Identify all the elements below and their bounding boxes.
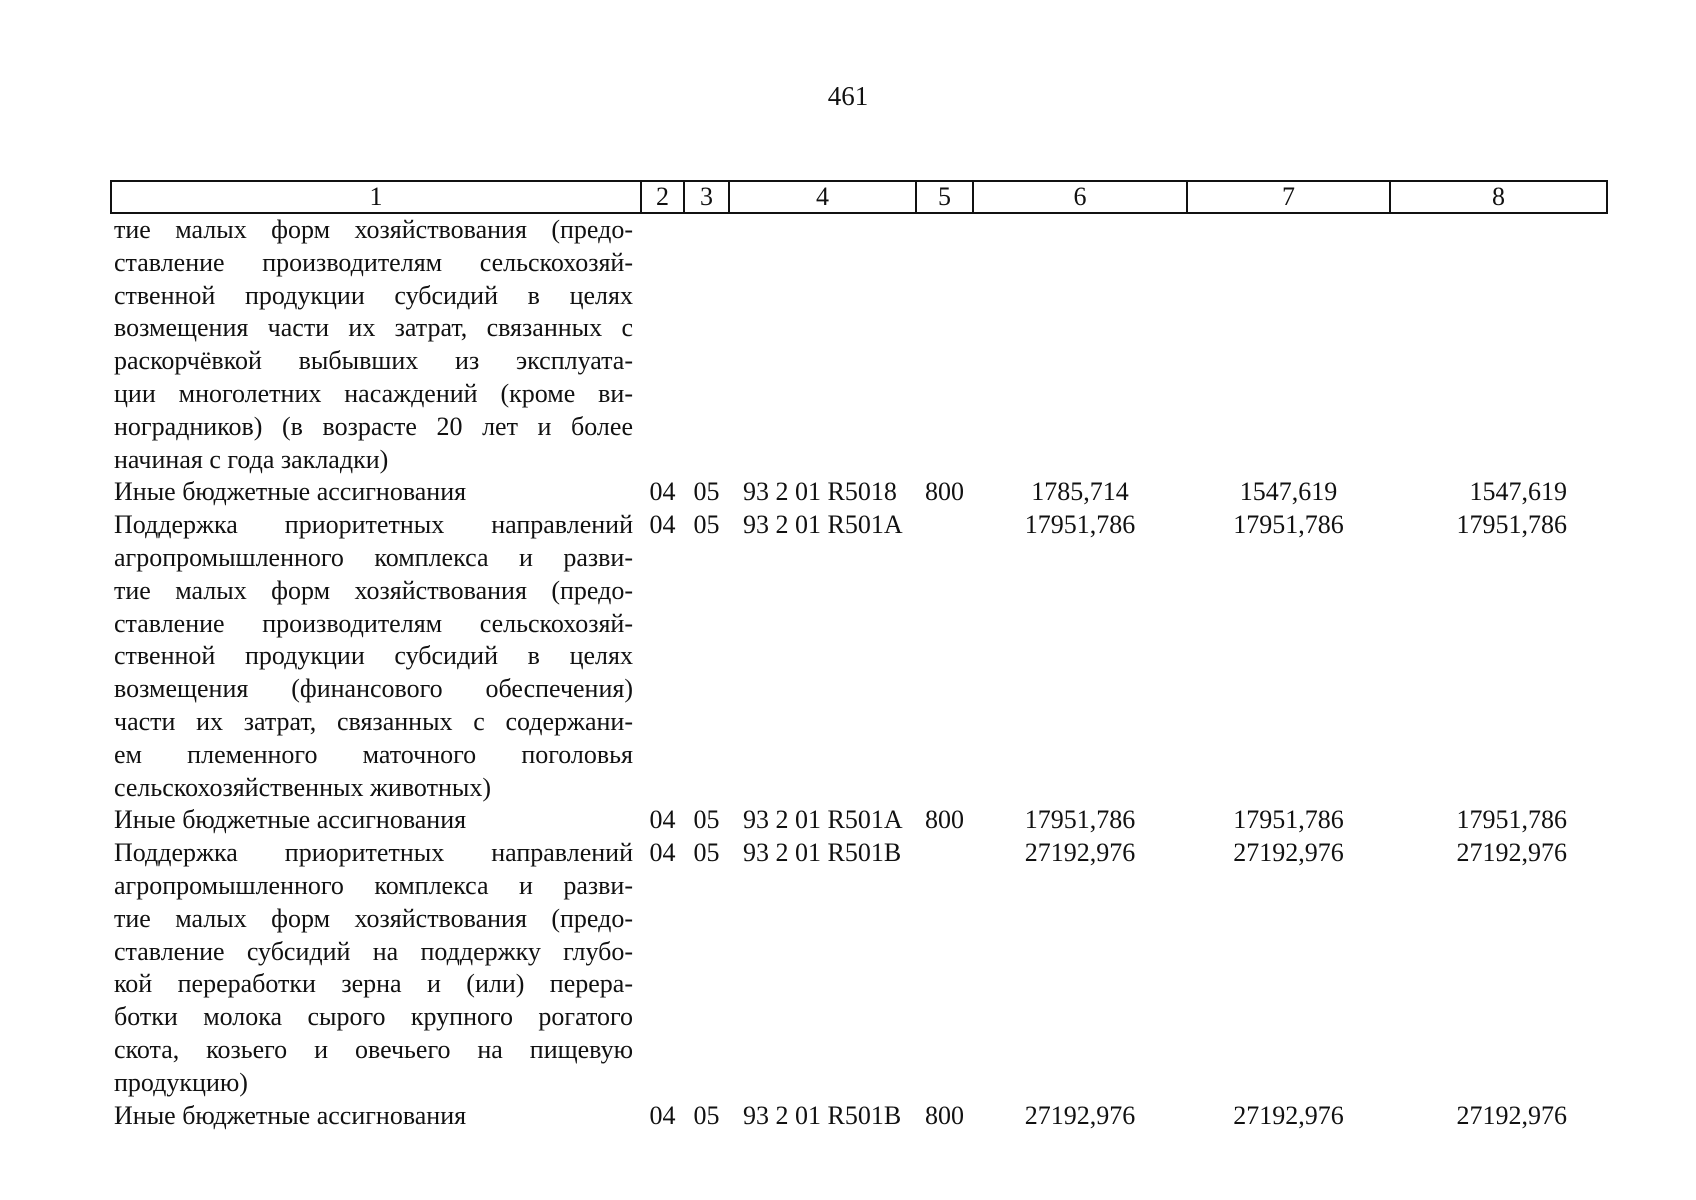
- description-line: скота, козьего и овечьего на пищевую: [114, 1034, 633, 1064]
- row-description: [111, 837, 641, 1099]
- description-line: тие малых форм хозяйствования (предо-: [114, 575, 633, 605]
- subsection-code: 05: [693, 838, 720, 868]
- description-line: продукцию): [114, 1067, 248, 1097]
- section-code: 04: [649, 1100, 676, 1130]
- amount-column-7: 17951,786: [1233, 805, 1344, 835]
- description-line: Иные бюджетные ассигнования: [114, 477, 467, 507]
- expense-type-code: 800: [925, 1100, 964, 1130]
- description-line: ставление производителям сельскохозяй-: [114, 247, 633, 277]
- budget-table: [110, 180, 1608, 1132]
- subsection-code: 05: [693, 805, 720, 835]
- subsection-code: [684, 213, 729, 476]
- description-line: ставление субсидий на поддержку глубо-: [114, 936, 633, 966]
- section-code: 04: [649, 477, 676, 507]
- table-row: [111, 837, 1607, 1099]
- amount-column-7: 17951,786: [1233, 510, 1344, 540]
- expense-type-code: 800: [925, 477, 964, 507]
- page-number: 461: [827, 81, 869, 111]
- amount-column-8: 17951,786: [1456, 510, 1567, 540]
- amount-column-6: 17951,786: [1024, 805, 1136, 835]
- description-line: возмещения части их затрат, связанных с: [114, 313, 633, 343]
- description-line: тие малых форм хозяйствования (предо-: [114, 215, 633, 244]
- description-line: возмещения (финансового обеспечения): [114, 674, 633, 704]
- target-article-code: 93 2 01 R501B: [743, 1100, 902, 1130]
- description-line: ственной продукции субсидий в целях: [114, 641, 633, 671]
- amount-column-8: [1390, 213, 1607, 476]
- amount-column-7: 27192,976: [1233, 838, 1344, 868]
- column-header-2: 2: [641, 181, 684, 213]
- target-article-code: 93 2 01 R501B: [743, 838, 902, 868]
- expense-type-code: [916, 837, 973, 1099]
- description-line: ем племенного маточного поголовья: [114, 739, 633, 769]
- column-header-4: 4: [729, 181, 916, 213]
- description-line: начиная с года закладки): [114, 444, 389, 474]
- description-line: ставление производителям сельскохозяй-: [114, 608, 633, 638]
- section-code: 04: [649, 805, 676, 835]
- description-line: ботки молока сырого крупного рогатого: [114, 1002, 633, 1032]
- table-row: [111, 476, 1607, 509]
- column-header-3: 3: [684, 181, 729, 213]
- row-description: [111, 213, 641, 476]
- column-header-7: 7: [1187, 181, 1390, 213]
- description-line: агропромышленного комплекса и разви-: [114, 542, 633, 572]
- expense-type-code: 800: [925, 805, 964, 835]
- section-code: 04: [649, 838, 676, 868]
- table-header: [111, 181, 1607, 213]
- expense-type-code: [916, 509, 973, 804]
- amount-column-6: [973, 213, 1187, 476]
- section-code: [641, 213, 684, 476]
- table-row: [111, 1100, 1607, 1133]
- row-description: [111, 804, 641, 837]
- description-line: Иные бюджетные ассигнования: [114, 1100, 467, 1130]
- section-code: 04: [649, 510, 676, 540]
- target-article-code: 93 2 01 R501A: [743, 510, 903, 540]
- description-line: ноградников) (в возрасте 20 лет и более: [114, 411, 633, 441]
- description-line: части их затрат, связанных с содержани-: [114, 706, 633, 736]
- amount-column-6: 1785,714: [1031, 477, 1129, 507]
- row-description: [111, 1100, 641, 1133]
- description-line: ственной продукции субсидий в целях: [114, 280, 633, 310]
- amount-column-8: 27192,976: [1456, 1100, 1567, 1130]
- column-header-5: 5: [916, 181, 973, 213]
- description-line: Поддержка приоритетных направлений: [114, 510, 633, 540]
- table-row: [111, 213, 1607, 476]
- amount-column-6: 17951,786: [1024, 510, 1136, 540]
- subsection-code: 05: [693, 510, 720, 540]
- row-description: [111, 509, 641, 804]
- amount-column-7: 1547,619: [1239, 477, 1338, 507]
- description-line: Поддержка приоритетных направлений: [114, 838, 633, 868]
- amount-column-8: 17951,786: [1456, 805, 1567, 835]
- amount-column-7: [1187, 213, 1390, 476]
- subsection-code: 05: [693, 477, 720, 507]
- header-row: [111, 181, 1607, 213]
- table-row: [111, 804, 1607, 837]
- row-description: [111, 476, 641, 509]
- target-article-code: 93 2 01 R5018: [743, 477, 897, 507]
- description-line: Иные бюджетные ассигнования: [114, 805, 467, 835]
- column-header-8: 8: [1390, 181, 1607, 213]
- description-line: тие малых форм хозяйствования (предо-: [114, 903, 633, 933]
- amount-column-6: 27192,976: [1024, 838, 1136, 868]
- column-header-1: 1: [111, 181, 641, 213]
- target-article-code: [729, 213, 916, 476]
- description-line: кой переработки зерна и (или) перера-: [114, 969, 633, 999]
- amount-column-6: 27192,976: [1024, 1100, 1136, 1130]
- amount-column-7: 27192,976: [1233, 1100, 1344, 1130]
- column-header-6: 6: [973, 181, 1187, 213]
- expense-type-code: [916, 213, 973, 476]
- amount-column-8: 27192,976: [1456, 838, 1567, 868]
- description-line: ции многолетних насаждений (кроме ви-: [114, 378, 633, 408]
- table-body: [111, 213, 1607, 1132]
- description-line: раскорчёвкой выбывших из эксплуата-: [114, 346, 633, 376]
- description-line: сельскохозяйственных животных): [114, 772, 491, 802]
- target-article-code: 93 2 01 R501A: [743, 805, 903, 835]
- description-line: агропромышленного комплекса и разви-: [114, 870, 633, 900]
- amount-column-8: 1547,619: [1469, 477, 1567, 507]
- table-row: [111, 509, 1607, 804]
- subsection-code: 05: [693, 1100, 720, 1130]
